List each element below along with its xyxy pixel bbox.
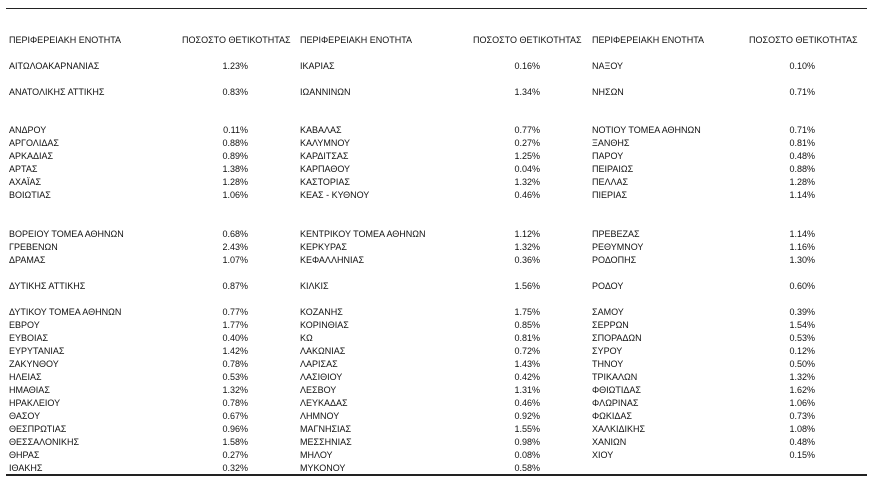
positivity-value: 0.77% [222,307,248,317]
region-name: ΣΑΜΟΥ [592,307,624,317]
region-name: ΜΕΣΣΗΝΙΑΣ [300,437,352,447]
region-name: ΠΑΡΟΥ [592,151,624,161]
region-name: ΜΥΚΟΝΟΥ [300,463,346,473]
region-name: ΑΙΤΩΛΟΑΚΑΡΝΑΝΙΑΣ [9,61,100,71]
positivity-value: 1.23% [222,61,248,71]
positivity-value: 0.50% [789,359,815,369]
positivity-value: 1.77% [222,320,248,330]
region-name: ΗΛΕΙΑΣ [9,372,42,382]
positivity-value: 0.10% [789,61,815,71]
region-name: ΛΗΜΝΟΥ [300,411,340,421]
region-name: ΚΙΛΚΙΣ [300,281,329,291]
positivity-value: 0.48% [789,437,815,447]
positivity-value: 0.98% [514,437,540,447]
positivity-value: 1.14% [789,229,815,239]
header-positivity-2: ΠΟΣΟΣΤΟ ΘΕΤΙΚΟΤΗΤΑΣ [473,35,582,45]
region-name: ΑΝΔΡΟΥ [9,125,47,135]
positivity-value: 0.81% [514,333,540,343]
positivity-value: 0.88% [789,164,815,174]
region-name: ΧΑΝΙΩΝ [592,437,627,447]
positivity-value: 1.31% [514,385,540,395]
positivity-value: 1.14% [789,190,815,200]
positivity-value: 1.43% [514,359,540,369]
positivity-value: 0.81% [789,138,815,148]
region-name: ΙΘΑΚΗΣ [9,463,43,473]
region-name: ΣΕΡΡΩΝ [592,320,629,330]
region-name: ΝΑΞΟΥ [592,61,624,71]
positivity-value: 0.15% [789,450,815,460]
positivity-value: 0.88% [222,138,248,148]
region-name: ΚΕΑΣ - ΚΥΘΝΟΥ [300,190,370,200]
region-name: ΘΗΡΑΣ [9,450,40,460]
positivity-value: 1.55% [514,424,540,434]
positivity-value: 0.08% [514,450,540,460]
region-name: ΘΕΣΠΡΩΤΙΑΣ [9,424,67,434]
region-name: ΑΡΓΟΛΙΔΑΣ [9,138,59,148]
positivity-value: 1.32% [514,177,540,187]
positivity-value: 1.42% [222,346,248,356]
region-name: ΚΟΡΙΝΘΙΑΣ [300,320,349,330]
region-name: ΜΑΓΝΗΣΙΑΣ [300,424,352,434]
region-name: ΠΕΛΛΑΣ [592,177,629,187]
region-name: ΘΑΣΟΥ [9,411,41,421]
positivity-value: 0.78% [222,398,248,408]
positivity-value: 0.73% [789,411,815,421]
region-name: ΦΘΙΩΤΙΔΑΣ [592,385,641,395]
region-name: ΗΜΑΘΙΑΣ [9,385,50,395]
positivity-value: 1.12% [514,229,540,239]
positivity-value: 0.53% [222,372,248,382]
region-name: ΚΩ [300,333,313,343]
positivity-value: 0.46% [514,190,540,200]
region-name: ΚΑΛΥΜΝΟΥ [300,138,351,148]
region-name: ΝΟΤΙΟΥ ΤΟΜΕΑ ΑΘΗΝΩΝ [592,125,701,135]
positivity-value: 0.71% [789,87,815,97]
region-name: ΕΥΒΟΙΑΣ [9,333,49,343]
region-name: ΔΥΤΙΚΟΥ ΤΟΜΕΑ ΑΘΗΝΩΝ [9,307,122,317]
region-name: ΙΩΑΝΝΙΝΩΝ [300,87,351,97]
region-name: ΚΕΡΚΥΡΑΣ [300,242,347,252]
positivity-value: 0.85% [514,320,540,330]
positivity-value: 1.30% [789,255,815,265]
positivity-value: 0.32% [222,463,248,473]
positivity-value: 0.92% [514,411,540,421]
positivity-value: 0.04% [514,164,540,174]
region-name: ΚΑΡΔΙΤΣΑΣ [300,151,349,161]
positivity-value: 1.32% [222,385,248,395]
positivity-value: 1.34% [514,87,540,97]
positivity-value: 0.53% [789,333,815,343]
region-name: ΛΑΣΙΘΙΟΥ [300,372,343,382]
region-name: ΗΡΑΚΛΕΙΟΥ [9,398,61,408]
region-name: ΒΟΡΕΙΟΥ ΤΟΜΕΑ ΑΘΗΝΩΝ [9,229,124,239]
region-name: ΧΙΟΥ [592,450,614,460]
positivity-value: 1.28% [789,177,815,187]
header-region-3: ΠΕΡΙΦΕΡΕΙΑΚΗ ΕΝΟΤΗΤΑ [592,35,705,45]
region-name: ΡΟΔΟΥ [592,281,624,291]
region-name: ΦΩΚΙΔΑΣ [592,411,632,421]
region-name: ΑΡΤΑΣ [9,164,38,174]
region-name: ΑΡΚΑΔΙΑΣ [9,151,54,161]
positivity-value: 1.25% [514,151,540,161]
header-region-2: ΠΕΡΙΦΕΡΕΙΑΚΗ ΕΝΟΤΗΤΑ [300,35,413,45]
positivity-value: 2.43% [222,242,248,252]
region-name: ΑΧΑΪΑΣ [9,177,42,187]
region-name: ΚΟΖΑΝΗΣ [300,307,343,317]
region-name: ΡΕΘΥΜΝΟΥ [592,242,644,252]
region-name: ΙΚΑΡΙΑΣ [300,61,335,71]
region-name: ΘΕΣΣΑΛΟΝΙΚΗΣ [9,437,80,447]
positivity-value: 0.68% [222,229,248,239]
positivity-value: 0.60% [789,281,815,291]
positivity-value: 1.32% [789,372,815,382]
positivity-value: 0.36% [514,255,540,265]
positivity-value: 0.27% [514,138,540,148]
positivity-value: 0.46% [514,398,540,408]
positivity-value: 0.77% [514,125,540,135]
region-name: ΔΥΤΙΚΗΣ ΑΤΤΙΚΗΣ [9,281,86,291]
positivity-value: 1.28% [222,177,248,187]
positivity-value: 0.12% [789,346,815,356]
positivity-value: 0.67% [222,411,248,421]
region-name: ΛΑΚΩΝΙΑΣ [300,346,346,356]
region-name: ΖΑΚΥΝΘΟΥ [9,359,59,369]
region-name: ΣΠΟΡΑΔΩΝ [592,333,642,343]
positivity-value: 1.06% [222,190,248,200]
region-name: ΠΙΕΡΙΑΣ [592,190,628,200]
region-name: ΛΕΣΒΟΥ [300,385,337,395]
positivity-value: 1.32% [514,242,540,252]
table-bottom-rule [6,474,867,476]
region-name: ΚΑΡΠΑΘΟΥ [300,164,351,174]
region-name: ΛΑΡΙΣΑΣ [300,359,338,369]
region-name: ΕΒΡΟΥ [9,320,40,330]
positivity-value: 1.06% [789,398,815,408]
region-name: ΠΡΕΒΕΖΑΣ [592,229,640,239]
region-name: ΚΑΣΤΟΡΙΑΣ [300,177,350,187]
positivity-value: 0.87% [222,281,248,291]
region-name: ΡΟΔΟΠΗΣ [592,255,637,265]
region-name: ΓΡΕΒΕΝΩΝ [9,242,58,252]
header-positivity-3: ΠΟΣΟΣΤΟ ΘΕΤΙΚΟΤΗΤΑΣ [749,35,858,45]
positivity-value: 0.48% [789,151,815,161]
positivity-value: 0.27% [222,450,248,460]
positivity-value: 0.58% [514,463,540,473]
region-name: ΜΗΛΟΥ [300,450,333,460]
table-top-rule [6,8,867,9]
positivity-value: 0.11% [223,125,248,135]
region-name: ΔΡΑΜΑΣ [9,255,46,265]
region-name: ΣΥΡΟΥ [592,346,623,356]
region-name: ΤΗΝΟΥ [592,359,624,369]
region-name: ΞΑΝΘΗΣ [592,138,630,148]
positivity-value: 0.96% [222,424,248,434]
positivity-value: 1.62% [789,385,815,395]
positivity-value: 0.71% [789,125,815,135]
region-name: ΚΕΝΤΡΙΚΟΥ ΤΟΜΕΑ ΑΘΗΝΩΝ [300,229,426,239]
region-name: ΦΛΩΡΙΝΑΣ [592,398,639,408]
positivity-value: 0.39% [789,307,815,317]
region-name: ΝΗΣΩΝ [592,87,624,97]
positivity-value: 1.38% [222,164,248,174]
positivity-value: 0.42% [514,372,540,382]
region-name: ΑΝΑΤΟΛΙΚΗΣ ΑΤΤΙΚΗΣ [9,87,105,97]
positivity-value: 0.89% [222,151,248,161]
positivity-value: 1.56% [514,281,540,291]
positivity-value: 0.72% [514,346,540,356]
positivity-value: 0.78% [222,359,248,369]
positivity-value: 1.16% [789,242,815,252]
positivity-value: 0.16% [514,61,540,71]
positivity-value: 1.54% [789,320,815,330]
header-positivity-1: ΠΟΣΟΣΤΟ ΘΕΤΙΚΟΤΗΤΑΣ [182,35,291,45]
region-name: ΒΟΙΩΤΙΑΣ [9,190,51,200]
region-name: ΕΥΡΥΤΑΝΙΑΣ [9,346,65,356]
positivity-value: 0.40% [222,333,248,343]
region-name: ΛΕΥΚΑΔΑΣ [300,398,348,408]
region-name: ΤΡΙΚΑΛΩΝ [592,372,638,382]
positivity-value: 1.08% [789,424,815,434]
region-name: ΧΑΛΚΙΔΙΚΗΣ [592,424,646,434]
positivity-value: 1.07% [222,255,248,265]
region-name: ΚΕΦΑΛΛΗΝΙΑΣ [300,255,365,265]
positivity-value: 1.75% [514,307,540,317]
positivity-value: 1.58% [222,437,248,447]
header-region-1: ΠΕΡΙΦΕΡΕΙΑΚΗ ΕΝΟΤΗΤΑ [9,35,122,45]
region-name: ΠΕΙΡΑΙΩΣ [592,164,634,174]
positivity-value: 0.83% [222,87,248,97]
region-name: ΚΑΒΑΛΑΣ [300,125,342,135]
